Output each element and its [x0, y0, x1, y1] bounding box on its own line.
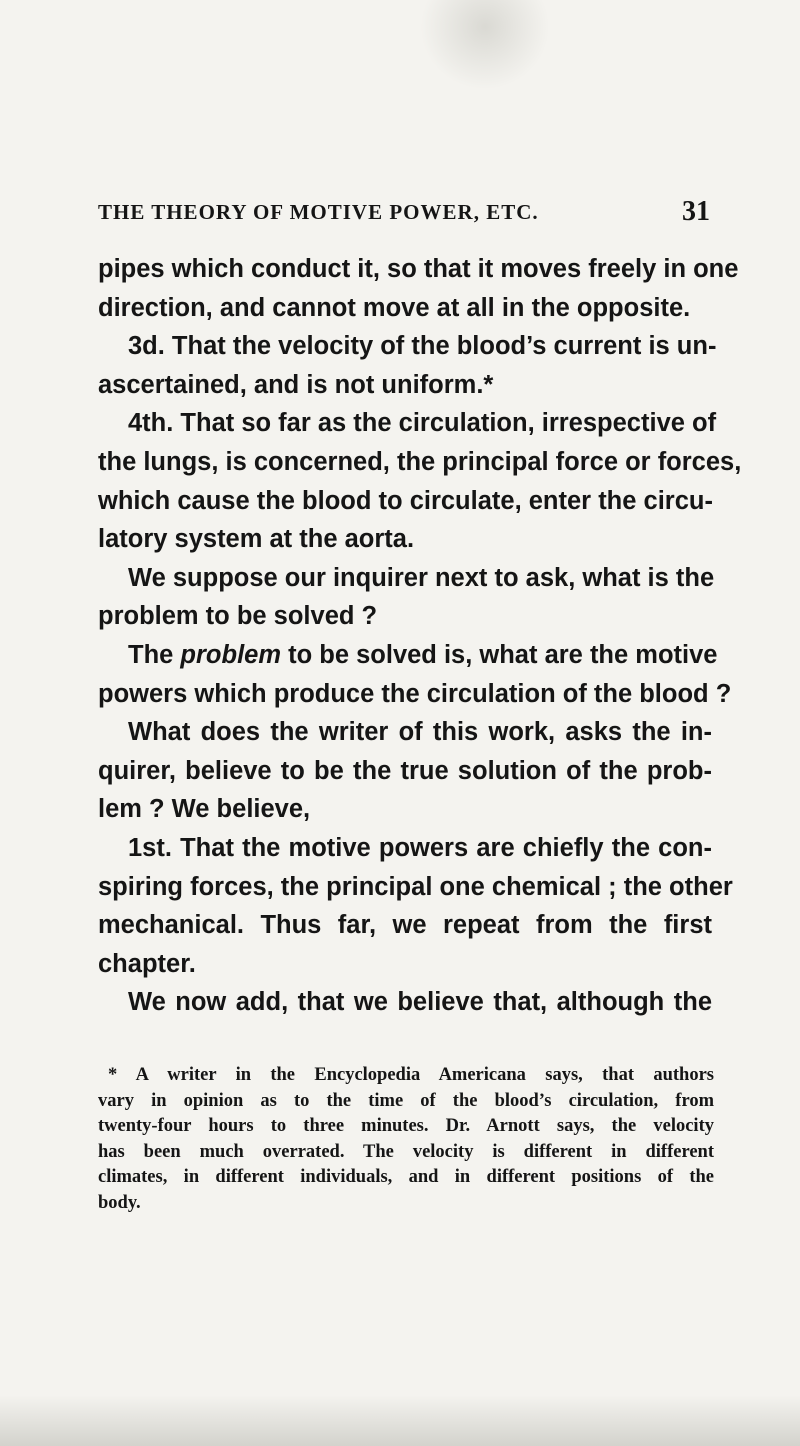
page-bottom-shadow [0, 1395, 800, 1446]
problem-prefix: The [128, 640, 181, 669]
running-head: THE THEORY OF MOTIVE POWER, ETC. [98, 200, 539, 224]
text-line: which cause the blood to circulate, enter the circu- [98, 486, 713, 515]
footnote-line: climates, in different individuals, and in different positions of the [98, 1167, 714, 1188]
text-line-problem [98, 636, 718, 675]
page-smudge [420, 0, 550, 90]
page-number: 31 [682, 196, 710, 227]
footnote-line: vary in opinion as to the time of the blood’s circulation, from [98, 1090, 714, 1111]
text-line: pipes which conduct it, so that it moves freely in one [98, 255, 739, 283]
footnote-line: * A writer in the Encyclopedia Americana says, that authors [108, 1065, 714, 1085]
text-line: 1st. That the motive powers are chiefly the con- [128, 833, 712, 862]
text-line: ascertained, and is not uniform.* [98, 370, 494, 399]
text-line: latory system at the aorta. [98, 525, 415, 554]
text-line: problem to be solved ? [98, 602, 378, 631]
text-line: spiring forces, the principal one chemical ; the other [98, 872, 733, 901]
text-line: 3d. That the velocity of the blood’s current is un- [128, 332, 717, 361]
text-line: lem ? We believe, [98, 795, 311, 824]
body-text [98, 250, 742, 1022]
text-line: What does the writer of this work, asks the in- [128, 718, 712, 747]
text-line: the lungs, is concerned, the principal force or forces, [98, 447, 742, 476]
text-line: quirer, believe to be the true solution of the prob- [98, 756, 712, 785]
text-line: mechanical. Thus far, we repeat from the first [98, 911, 712, 940]
footnote [98, 1063, 714, 1217]
page-header [98, 196, 710, 226]
footnote-line: body. [98, 1192, 141, 1213]
footnote-line: has been much overrated. The velocity is different in different [98, 1141, 714, 1162]
text-line: 4th. That so far as the circulation, irrespective of [128, 409, 717, 438]
text-line: direction, and cannot move at all in the opposite. [98, 293, 691, 322]
problem-suffix: to be solved is, what are the motive [281, 640, 718, 669]
text-line: We now add, that we believe that, although the [128, 988, 712, 1017]
text-line: We suppose our inquirer next to ask, what is the [128, 563, 715, 592]
text-line: chapter. [98, 949, 196, 978]
problem-emphasis: problem [180, 640, 282, 669]
footnote-line: twenty-four hours to three minutes. Dr. Arnott says, the velocity [98, 1116, 714, 1137]
text-line: powers which produce the circulation of the blood ? [98, 679, 732, 708]
